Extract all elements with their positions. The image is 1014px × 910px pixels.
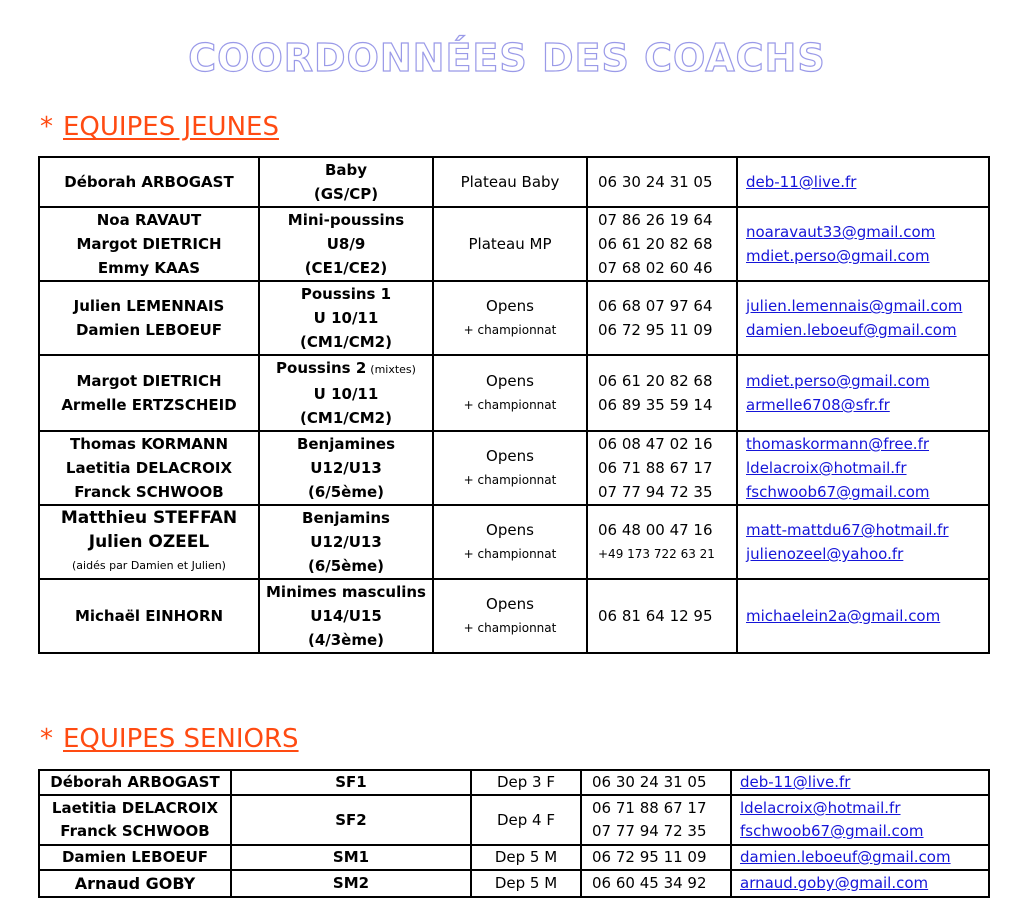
category-note: (mixtes) — [370, 363, 416, 376]
competition-line: + championnat — [463, 473, 557, 487]
team-cell — [231, 845, 471, 870]
coach-name: Déborah ARBOGAST — [50, 773, 220, 791]
phone-number: 06 71 88 67 17 — [598, 459, 713, 477]
phone-number: 07 77 94 72 35 — [598, 483, 713, 501]
page-title: COORDONNÉES DES COACHS — [188, 36, 826, 80]
category-line: (4/3ème) — [307, 631, 385, 649]
category-cell — [259, 505, 433, 579]
category-cell — [259, 157, 433, 207]
competition-line: + championnat — [463, 547, 557, 561]
category-line: Baby — [324, 161, 368, 179]
team-cell — [231, 770, 471, 795]
phone-cell — [587, 505, 737, 579]
team-cell — [231, 795, 471, 845]
email-link[interactable]: damien.leboeuf@gmail.com — [746, 321, 957, 339]
category-line: Mini-poussins — [287, 211, 405, 229]
table-row — [39, 355, 989, 431]
division-cell — [471, 845, 581, 870]
category-cell — [259, 355, 433, 431]
team-name: SM2 — [332, 874, 370, 892]
email-link[interactable]: armelle6708@sfr.fr — [746, 396, 890, 414]
competition-line: Opens — [486, 595, 534, 613]
phone-number-intl: +49 173 722 63 21 — [598, 547, 715, 561]
team-name: SF2 — [335, 810, 367, 829]
competition-line: + championnat — [463, 398, 557, 412]
bullet-star: * — [40, 724, 53, 754]
division-cell — [471, 870, 581, 897]
coach-name: Arnaud GOBY — [74, 874, 196, 893]
email-link[interactable]: fschwoob67@gmail.com — [740, 822, 924, 840]
phone-cell — [587, 579, 737, 653]
phone-number: 06 61 20 82 68 — [598, 235, 713, 253]
competition-cell — [433, 431, 587, 505]
category-line: (CM1/CM2) — [300, 409, 392, 427]
table-row — [39, 845, 989, 870]
phone-number: 06 72 95 11 09 — [598, 321, 713, 339]
coach-name: Julien LEMENNAIS — [73, 297, 225, 315]
bullet-star: * — [40, 112, 53, 142]
coach-names-cell — [39, 795, 231, 845]
section-heading-jeunes — [40, 112, 279, 142]
coach-name: Damien LEBOEUF — [75, 321, 223, 339]
coach-names-cell — [39, 505, 259, 579]
coach-name: Laetitia DELACROIX — [65, 459, 233, 477]
email-cell — [731, 870, 989, 897]
email-cell — [731, 770, 989, 795]
coach-name: Franck SCHWOOB — [60, 822, 210, 840]
coach-name: Noa RAVAUT — [96, 211, 202, 229]
phone-number: 06 60 45 34 92 — [592, 874, 707, 892]
email-link[interactable]: deb-11@live.fr — [740, 773, 851, 791]
email-link[interactable]: thomaskormann@free.fr — [746, 435, 930, 453]
table-row — [39, 770, 989, 795]
category-line: Minimes masculins — [266, 583, 426, 601]
coach-name: Laetitia DELACROIX — [51, 799, 219, 817]
category-line — [266, 356, 426, 382]
phone-number: 06 71 88 67 17 — [592, 799, 707, 817]
team-cell — [231, 870, 471, 897]
category-line: U12/U13 — [310, 533, 382, 551]
email-cell — [737, 207, 989, 281]
category-line: U 10/11 — [313, 385, 379, 403]
category-line: (6/5ème) — [307, 483, 385, 501]
phone-cell — [581, 845, 731, 870]
phone-cell — [581, 795, 731, 845]
competition-cell — [433, 157, 587, 207]
competition-line: Plateau MP — [468, 235, 552, 253]
email-link[interactable]: deb-11@live.fr — [746, 173, 857, 191]
category-cell — [259, 431, 433, 505]
email-link[interactable]: julienozeel@yahoo.fr — [746, 545, 904, 563]
table-row — [39, 281, 989, 355]
phone-number: 06 08 47 02 16 — [598, 435, 713, 453]
email-cell — [737, 355, 989, 431]
phone-number: 07 68 02 60 46 — [598, 259, 713, 277]
table-row — [39, 870, 989, 897]
category-line: U 10/11 — [313, 309, 379, 327]
table-row — [39, 157, 989, 207]
table-row — [39, 579, 989, 653]
coach-names-cell — [39, 157, 259, 207]
email-link[interactable]: fschwoob67@gmail.com — [746, 483, 930, 501]
email-cell — [737, 505, 989, 579]
coach-note: (aidés par Damien et Julien) — [72, 559, 226, 572]
coach-name: Armelle ERTZSCHEID — [61, 396, 237, 414]
competition-cell — [433, 355, 587, 431]
phone-number: 06 30 24 31 05 — [598, 173, 713, 191]
phone-cell — [587, 281, 737, 355]
coach-names-cell — [39, 355, 259, 431]
category-line: (CM1/CM2) — [300, 333, 392, 351]
email-cell — [731, 795, 989, 845]
competition-line: Opens — [486, 521, 534, 539]
phone-number: 07 77 94 72 35 — [592, 822, 707, 840]
coach-names-cell — [39, 870, 231, 897]
competition-line: + championnat — [463, 621, 557, 635]
category-line: Poussins 1 — [300, 285, 392, 303]
coach-name: Matthieu STEFFAN — [60, 508, 238, 528]
table-row — [39, 505, 989, 579]
phone-number: 06 89 35 59 14 — [598, 396, 713, 414]
category-line: U12/U13 — [310, 459, 382, 477]
phone-cell — [581, 770, 731, 795]
coach-names-cell — [39, 845, 231, 870]
email-link[interactable]: julien.lemennais@gmail.com — [746, 297, 963, 315]
competition-line: Opens — [486, 447, 534, 465]
phone-cell — [587, 157, 737, 207]
category-line: Benjamines — [296, 435, 396, 453]
phone-cell — [581, 870, 731, 897]
table-row — [39, 207, 989, 281]
category-line: Benjamins — [302, 509, 390, 527]
coach-names-cell — [39, 207, 259, 281]
phone-number: 06 68 07 97 64 — [598, 297, 713, 315]
coach-name: Margot DIETRICH — [76, 235, 222, 253]
competition-cell — [433, 207, 587, 281]
email-link[interactable]: ldelacroix@hotmail.fr — [740, 799, 901, 817]
email-link[interactable]: damien.leboeuf@gmail.com — [740, 848, 951, 866]
category-cell — [259, 579, 433, 653]
coach-name: Thomas KORMANN — [69, 435, 228, 453]
coach-name: Déborah ARBOGAST — [64, 173, 234, 191]
competition-line: + championnat — [463, 323, 557, 337]
section-heading-seniors — [40, 724, 299, 754]
phone-number: 06 48 00 47 16 — [598, 521, 713, 539]
division-name: Dep 3 F — [496, 773, 555, 791]
division-cell — [471, 795, 581, 845]
coaches-table-jeunes — [38, 156, 990, 654]
email-cell — [737, 431, 989, 505]
coach-name: Franck SCHWOOB — [74, 483, 224, 501]
email-cell — [737, 281, 989, 355]
coach-names-cell — [39, 770, 231, 795]
category-line: U14/U15 — [310, 607, 382, 625]
coach-name: Margot DIETRICH — [76, 372, 222, 390]
section-title: EQUIPES JEUNES — [63, 112, 279, 142]
coach-names-cell — [39, 281, 259, 355]
category-line: (6/5ème) — [307, 557, 385, 575]
competition-line: Opens — [486, 297, 534, 315]
competition-line: Opens — [486, 372, 534, 390]
competition-cell — [433, 579, 587, 653]
category-line: (GS/CP) — [313, 185, 379, 203]
team-name: SF1 — [335, 773, 367, 791]
category-cell — [259, 207, 433, 281]
phone-cell — [587, 355, 737, 431]
competition-line: Plateau Baby — [460, 173, 560, 191]
category-line: U8/9 — [326, 235, 366, 253]
phone-number: 06 81 64 12 95 — [598, 607, 713, 625]
email-cell — [731, 845, 989, 870]
coach-name: Emmy KAAS — [97, 259, 201, 277]
category-cell — [259, 281, 433, 355]
phone-number: 06 72 95 11 09 — [592, 848, 707, 866]
category-name: Poussins 2 — [276, 359, 367, 377]
table-row — [39, 795, 989, 845]
table-row — [39, 431, 989, 505]
email-link[interactable]: matt-mattdu67@hotmail.fr — [746, 521, 949, 539]
section-title: EQUIPES SENIORS — [63, 724, 299, 754]
coach-name: Julien OZEEL — [88, 532, 210, 552]
email-link[interactable]: ldelacroix@hotmail.fr — [746, 459, 907, 477]
competition-cell — [433, 505, 587, 579]
division-name: Dep 5 M — [494, 874, 558, 892]
email-link[interactable]: noaravaut33@gmail.com — [746, 223, 936, 241]
division-name: Dep 4 F — [496, 810, 555, 829]
email-link[interactable]: mdiet.perso@gmail.com — [746, 372, 930, 390]
email-link[interactable]: michaelein2a@gmail.com — [746, 607, 941, 625]
coach-name: Michaël EINHORN — [74, 607, 224, 625]
email-link[interactable]: mdiet.perso@gmail.com — [746, 247, 930, 265]
division-name: Dep 5 M — [494, 848, 558, 866]
coaches-table-seniors — [38, 769, 990, 898]
division-cell — [471, 770, 581, 795]
email-cell — [737, 157, 989, 207]
phone-number: 06 61 20 82 68 — [598, 372, 713, 390]
coach-names-cell — [39, 431, 259, 505]
coach-names-cell — [39, 579, 259, 653]
phone-number: 06 30 24 31 05 — [592, 773, 707, 791]
email-link[interactable]: arnaud.goby@gmail.com — [740, 874, 929, 892]
team-name: SM1 — [332, 848, 370, 866]
category-line: (CE1/CE2) — [304, 259, 388, 277]
coach-name: Damien LEBOEUF — [61, 848, 209, 866]
phone-cell — [587, 431, 737, 505]
email-cell — [737, 579, 989, 653]
phone-cell — [587, 207, 737, 281]
phone-number: 07 86 26 19 64 — [598, 211, 713, 229]
competition-cell — [433, 281, 587, 355]
